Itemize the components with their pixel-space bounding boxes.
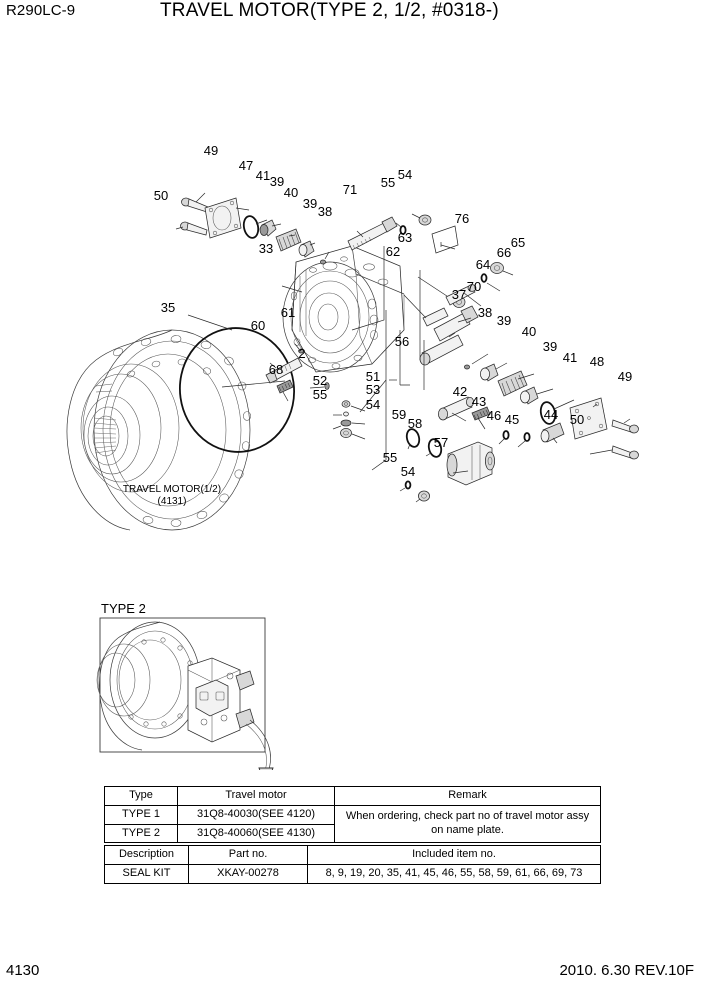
callout-number: 48 [589, 354, 605, 369]
callout-number: 68 [268, 362, 284, 377]
callout-number: 59 [391, 407, 407, 422]
plug-39c [480, 364, 498, 381]
col-header-type: Type [105, 787, 178, 806]
callout-number: 49 [617, 369, 633, 384]
remark-line-1: When ordering, check part no of travel motor assy [345, 810, 590, 823]
table-row [105, 864, 601, 883]
callout-number: 33 [258, 241, 274, 256]
screw-68 [277, 380, 293, 393]
assembly-caption-1: TRAVEL MOTOR(1/2) [122, 484, 222, 495]
stack-51-54 [341, 401, 352, 438]
cover-plate-47 [205, 198, 241, 238]
sleeve-42 [438, 397, 473, 420]
callout-number: 35 [160, 300, 176, 315]
callout-number: 43 [471, 394, 487, 409]
callout-number: 54 [365, 397, 381, 412]
callout-number: 39 [302, 196, 318, 211]
oring-45 [524, 433, 529, 441]
callout-number: 70 [466, 279, 482, 294]
travel-motor-type-table [104, 786, 601, 843]
col-header-part-no: Part no. [189, 846, 308, 865]
cell-description: SEAL KIT [105, 864, 189, 883]
nut-54a [419, 215, 431, 225]
nut-65 [491, 263, 504, 274]
callout-number: 41 [255, 168, 271, 183]
callout-number: 56 [394, 334, 410, 349]
callout-number: 63 [397, 230, 413, 245]
callout-number: 41 [562, 350, 578, 365]
model-code: R290LC-9 [6, 2, 76, 19]
cell-items: 8, 9, 19, 20, 35, 41, 45, 46, 55, 58, 59, 61, 66, 69, 73 [308, 864, 601, 883]
nut-54c [418, 491, 429, 501]
footer-revision: 2010. 6.30 REV.10F [559, 962, 694, 979]
callout-number: 52 [312, 373, 328, 388]
footer-page-number: 4130 [6, 962, 40, 979]
cell-motor-2: 31Q8-40060(SEE 4130) [178, 824, 335, 843]
callout-number: 49 [203, 143, 219, 158]
exploded-parts-diagram [0, 30, 702, 770]
callout-number: 64 [475, 257, 491, 272]
bushing-44 [541, 423, 564, 442]
remark-line-2: on name plate. [431, 824, 504, 836]
callout-number: 66 [496, 245, 512, 260]
cell-remark [335, 805, 601, 843]
callout-number: 53 [365, 382, 381, 397]
callout-number: 60 [250, 318, 266, 333]
cell-part-no: XKAY-00278 [189, 864, 308, 883]
callout-number: 50 [153, 188, 169, 203]
oring-46 [503, 431, 508, 439]
col-header-items: Included item no. [308, 846, 601, 865]
valve-57 [447, 442, 495, 485]
table-row [105, 805, 601, 824]
callout-number: 55 [380, 175, 396, 190]
col-header-motor: Travel motor [178, 787, 335, 806]
col-header-description: Description [105, 846, 189, 865]
oring-66 [482, 274, 487, 282]
cell-motor-1: 31Q8-40030(SEE 4120) [178, 805, 335, 824]
callout-number: 40 [521, 324, 537, 339]
cell-type-1: TYPE 1 [105, 805, 178, 824]
callout-number: 51 [365, 369, 381, 384]
callout-number: 44 [543, 407, 559, 422]
callout-number: 40 [283, 185, 299, 200]
callout-number: 46 [486, 408, 502, 423]
pin-38a [320, 260, 325, 264]
callout-number: 47 [238, 158, 254, 173]
bolt-50 [181, 222, 208, 235]
sleeve-40a [276, 229, 301, 251]
callout-number: 55 [382, 450, 398, 465]
callout-number: 39 [269, 174, 285, 189]
plug-39d [520, 387, 538, 404]
oring-41 [242, 215, 260, 239]
type2-motor-illustration [97, 622, 273, 770]
plug-39b [299, 241, 314, 257]
type2-box-label: TYPE 2 [101, 601, 146, 616]
col-header-remark: Remark [335, 787, 601, 806]
assembly-caption-2: (4131) [157, 496, 187, 507]
callout-number: 61 [280, 305, 296, 320]
callout-number: 37 [451, 287, 467, 302]
callout-number: 38 [477, 305, 493, 320]
callout-number: 55 [312, 387, 328, 402]
callout-number: 39 [496, 313, 512, 328]
table-row-header [105, 787, 601, 806]
callout-number: 57 [433, 435, 449, 450]
oring-55c [406, 481, 411, 488]
seal-kit-table [104, 845, 601, 884]
callout-number: 50 [569, 412, 585, 427]
plug-39a [260, 220, 276, 236]
cell-type-2: TYPE 2 [105, 824, 178, 843]
callout-number: 2 [298, 346, 306, 361]
callout-number: 54 [400, 464, 416, 479]
callout-number: 39 [542, 339, 558, 354]
callout-number: 65 [510, 235, 526, 250]
callout-number: 58 [407, 416, 423, 431]
page-title: TRAVEL MOTOR(TYPE 2, 1/2, #0318-) [160, 0, 499, 21]
table-row-header [105, 846, 601, 865]
callout-number: 42 [452, 384, 468, 399]
bolt-49 [182, 198, 209, 212]
callout-number: 38 [317, 204, 333, 219]
callout-number: 54 [397, 167, 413, 182]
callout-number: 45 [504, 412, 520, 427]
callout-number: 76 [454, 211, 470, 226]
pin-38b [464, 365, 469, 369]
callout-number: 62 [385, 244, 401, 259]
callout-number: 71 [342, 182, 358, 197]
bolt-50b [612, 446, 639, 459]
